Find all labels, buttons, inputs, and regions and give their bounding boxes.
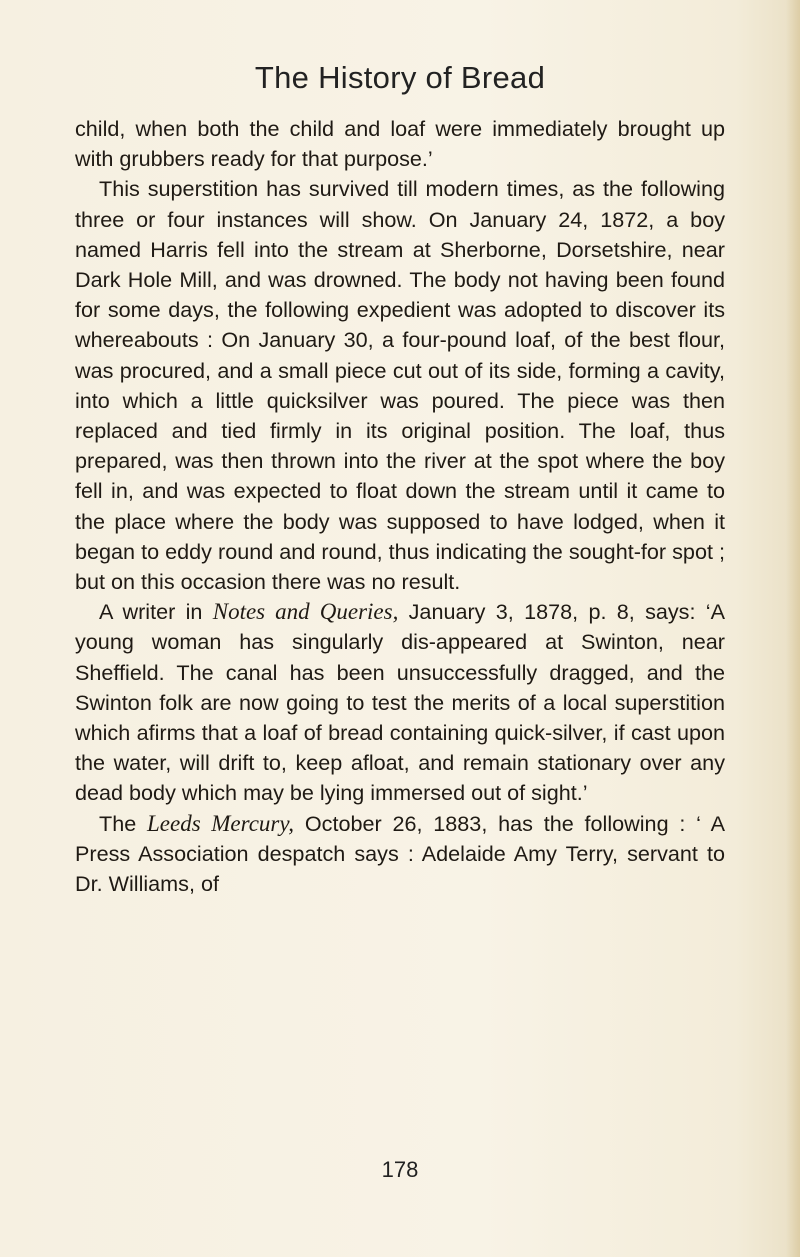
paragraph-3-lead: A writer in [99,599,213,625]
paragraph-4-rest: October 26, 1883, has the following : ‘ A Press Association despatch says : Adelaide Amy Terry, servant to Dr. Williams, of [75,810,725,897]
citation-notes-and-queries: Notes and Queries, [212,599,399,625]
paragraph-4-lead: The [99,810,148,836]
paragraph-4 [75,809,725,900]
paragraph-1: child, when both the child and loaf were immediately brought up with grubbers ready for that purpose.’ [75,116,725,172]
paragraph-3 [75,597,725,808]
citation-leeds-mercury: Leeds Mercury, [147,810,295,836]
body-text [75,114,725,899]
paragraph-2: This superstition has survived till modern times, as the following three or four instances will show. On January 24, 1872, a boy named Harris fell into the stream at Sherborne, Dorsetshire, near Dark Hole Mill, and was drowned. The body not having been found for some days, the following expedient was adopted to discover its whereabouts : On January 30, a four-pound loaf, of the best flour, was procured, and a small piece cut out of its side, forming a cavity, into which a little quicksilver was poured. The piece was then replaced and tied firmly in its original position. The loaf, thus prepared, was then thrown into the river at the spot where the boy fell in, and was expected to float down the stream until it came to the place where the body was supposed to have lodged, when it began to eddy round and round, thus indicating the sought-for spot ; but on this occasion there was no result. [75,176,725,595]
page-edge-shadow [786,0,800,1257]
page-number: 178 [381,1157,419,1182]
running-header: The History of Bread [254,60,546,95]
paragraph-3-rest: January 3, 1878, p. 8, says: ‘A young woman has singularly dis-appeared at Swinton, near Sheffield. The canal has been unsuccessfully dragged, and the Swinton folk are now going to test the merits of a local superstition which afirms that a loaf of bread containing quick-silver, if cast upon the water, will drift to, keep afloat, and remain stationary over any dead body which may be lying immersed out of sight.’ [75,599,725,806]
